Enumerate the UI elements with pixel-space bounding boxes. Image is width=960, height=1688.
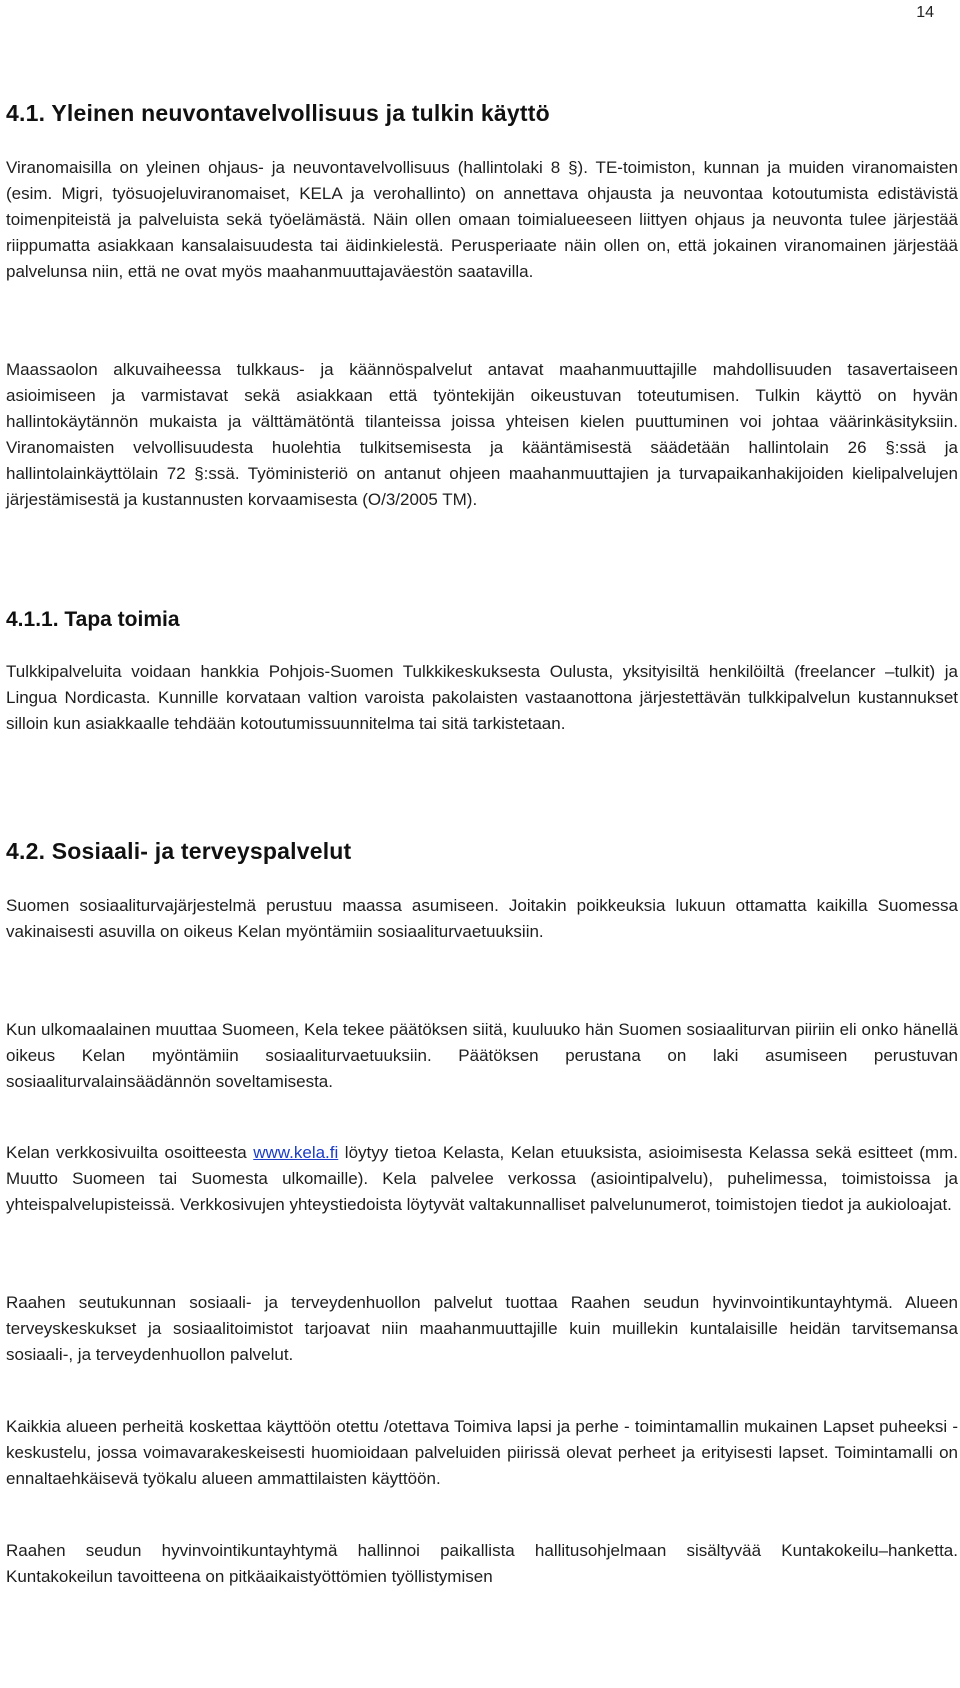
paragraph-sosiaaliturva: Suomen sosiaaliturvajärjestelmä perustuu maassa asumiseen. Joitakin poikkeuksia lukuun ottamatta kaikilla Suomessa vakinaisesti asuvilla on oikeus Kelan myöntämiin sosiaaliturvaetuuksiin. (6, 896, 958, 941)
kela-text-after: löytyy tietoa Kelasta, Kelan etuuksista, asioimisesta Kelassa sekä esitteet (mm. Muutto Suomeen tai Suomesta ulkomaille). Kela palvelee verkossa (asiointipalvelu), puhelimessa, toimistoissa ja yhteispalvelupisteissä. Verkkosivujen yhteystiedoista löytyvät valtakunnalliset palvelunumerot, toimistojen tiedot ja aukioloajat. (6, 1143, 958, 1214)
paragraph-raahen-seutukunta: Raahen seutukunnan sosiaali- ja terveydenhuollon palvelut tuottaa Raahen seudun hyvinvointikuntayhtymä. Alueen terveyskeskukset ja sosiaalitoimistot tarjoavat niin maahanmuuttajille kuin muillekin kuntalaisille heidän tarvitsemansa sosiaali-, ja terveydenhuollon palvelut. (6, 1293, 958, 1364)
section-heading-4-1-1: 4.1.1. Tapa toimia (6, 608, 180, 631)
paragraph-tulkkaus: Maassaolon alkuvaiheessa tulkkaus- ja käännöspalvelut antavat maahanmuuttajille mahdollisuuden tasavertaiseen asioimiseen ja varmistavat sekä asiakkaan että työntekijän oikeustuvan toteutumisen. Tulkin käyttö on hyvän hallintokäytännön mukaista ja välttämätöntä tilanteissa joissa yhteisen kielen puuttuminen voi johtaa väärinkäsityksiin. Viranomaisten velvollisuudesta huolehtia tulkitsemisesta ja kääntämisestä säädetään hallintolain 26 §:ssä ja hallintolainkäyttölain 72 §:ssä. Työministeriö on antanut ohjeen maahanmuuttajien ja turvapaikanhakijoiden kielipalvelujen järjestämisestä ja kustannusten korvaamisesta (O/3/2005 TM). (6, 360, 958, 509)
section-heading-4-1: 4.1. Yleinen neuvontavelvollisuus ja tulkin käyttö (6, 100, 550, 126)
paragraph-kela-verkkosivut (6, 1140, 958, 1218)
paragraph-kuntakokeilu: Raahen seudun hyvinvointikuntayhtymä hallinnoi paikallista hallitusohjelmaan sisältyvää Kuntakokeilu–hanketta. Kuntakokeilun tavoitteena on pitkäaikaistyöttömien työllistymisen (6, 1541, 958, 1586)
kela-link[interactable]: www.kela.fi (253, 1143, 339, 1162)
page-number: 14 (916, 4, 934, 21)
paragraph-tapa-toimia: Tulkkipalveluita voidaan hankkia Pohjois-Suomen Tulkkikeskuksesta Oulusta, yksityisiltä henkilöiltä (freelancer –tulkit) ja Lingua Nordicasta. Kunnille korvataan valtion varoista pakolaisten vastaanottona järjestettävän tulkkipalvelun kustannukset silloin kun asiakkaalle tehdään kotoutumissuunnitelma tai sitä tarkistetaan. (6, 662, 958, 733)
kela-text-before: Kelan verkkosivuilta osoitteesta (6, 1143, 254, 1162)
paragraph-neuvontavelvollisuus: Viranomaisilla on yleinen ohjaus- ja neuvontavelvollisuus (hallintolaki 8 §). TE-toimiston, kunnan ja muiden viranomaisten (esim. Migri, työsuojeluviranomaiset, KELA ja verohallinto) on annettava ohjausta ja neuvontaa kotoutumista edistävistä toimenpiteistä ja palveluista sekä työelämästä. Näin ollen omaan toimialueeseen liittyen ohjaus ja neuvonta tulee järjestää riippumatta asiakkaan kansalaisuudesta tai äidinkielestä. Perusperiaate näin ollen on, että jokainen viranomainen järjestää palvelunsa niin, että ne ovat myös maahanmuuttajaväestön saatavilla. (6, 158, 958, 281)
paragraph-ulkomaalainen: Kun ulkomaalainen muuttaa Suomeen, Kela tekee päätöksen siitä, kuuluuko hän Suomen sosiaaliturvan piiriin eli onko hänellä oikeus Kelan myöntämiin sosiaaliturvaetuuksiin. Päätöksen perustana on laki asumiseen perustuvan sosiaaliturvalainsäädännön soveltamisesta. (6, 1020, 958, 1091)
section-heading-4-2: 4.2. Sosiaali- ja terveyspalvelut (6, 838, 352, 864)
paragraph-toimiva-lapsi: Kaikkia alueen perheitä koskettaa käyttöön otettu /otettava Toimiva lapsi ja perhe - toimintamallin mukainen Lapset puheeksi -keskustelu, jossa voimavarakeskeisesti huomioidaan palveluiden piirissä olevat perheet ja erityisesti lapset. Toimintamalli on ennaltaehkäisevä työkalu alueen ammattilaisten käyttöön. (6, 1417, 958, 1488)
